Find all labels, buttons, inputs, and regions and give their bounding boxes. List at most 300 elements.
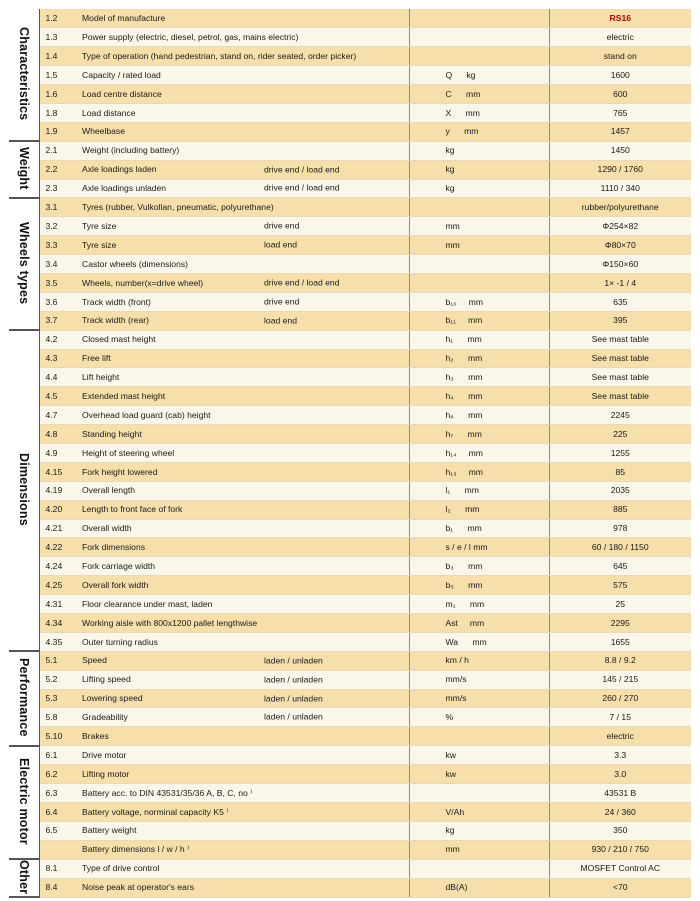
item-description-cell	[79, 802, 409, 821]
item-value: 1457	[549, 122, 691, 141]
spec-row	[9, 85, 691, 104]
item-unit: b₁₀ mm	[409, 292, 549, 311]
item-unit: m₁ mm	[409, 595, 549, 614]
item-description: Lowering speed	[82, 693, 143, 704]
item-description-cell	[79, 821, 409, 840]
item-unit: b₁ mm	[409, 519, 549, 538]
item-value: 1255	[549, 443, 691, 462]
item-description-cell	[79, 406, 409, 425]
item-value: 260 / 270	[549, 689, 691, 708]
item-number: 6.3	[39, 784, 79, 803]
section-label-cell	[9, 141, 39, 198]
spec-row	[9, 425, 691, 444]
item-unit: Wa mm	[409, 632, 549, 651]
item-description: Tyre size	[82, 239, 117, 250]
item-number: 4.3	[39, 349, 79, 368]
item-description-cell	[79, 273, 409, 292]
item-unit: h₁ mm	[409, 330, 549, 349]
item-number: 4.20	[39, 500, 79, 519]
item-description: Type of operation (hand pedestrian, stand on, rider seated, order picker)	[82, 50, 357, 61]
item-unit	[409, 273, 549, 292]
item-description: Battery voltage, norminal capacity K5 ⁾	[82, 806, 229, 817]
spec-row	[9, 330, 691, 349]
spec-row	[9, 141, 691, 160]
item-description: Load distance	[82, 107, 136, 118]
item-number: 4.25	[39, 576, 79, 595]
item-description: Tyres (rubber, Vulkollan, pneumatic, polyurethane)	[82, 202, 274, 213]
item-value: 575	[549, 576, 691, 595]
item-description-cell	[79, 519, 409, 538]
section-label: Characteristics	[17, 27, 31, 121]
item-value: Φ254×82	[549, 217, 691, 236]
spec-row	[9, 519, 691, 538]
item-description-cell	[79, 576, 409, 595]
item-description: Extended mast height	[82, 390, 166, 401]
item-value: 635	[549, 292, 691, 311]
item-condition: drive end	[264, 296, 300, 307]
item-description-cell	[79, 103, 409, 122]
item-description: Length to front face of fork	[82, 504, 183, 515]
spec-row	[9, 708, 691, 727]
item-condition: laden / unladen	[264, 712, 323, 723]
item-description: Noise peak at operator's ears	[82, 882, 194, 893]
item-value: 1655	[549, 632, 691, 651]
section-label: Performance	[17, 658, 31, 738]
item-number: 4.24	[39, 557, 79, 576]
spec-row	[9, 387, 691, 406]
item-description-cell	[79, 859, 409, 878]
spec-row	[9, 462, 691, 481]
item-description-cell	[79, 292, 409, 311]
spec-row	[9, 311, 691, 330]
spec-row	[9, 500, 691, 519]
item-number: 1.9	[39, 122, 79, 141]
item-description: Overhead load guard (cab) height	[82, 409, 211, 420]
spec-row	[9, 557, 691, 576]
item-number: 4.35	[39, 632, 79, 651]
item-description-cell	[79, 500, 409, 519]
item-value: 60 / 180 / 1150	[549, 538, 691, 557]
item-value: See mast table	[549, 349, 691, 368]
item-description-cell	[79, 47, 409, 66]
item-description: Type of drive control	[82, 863, 160, 874]
item-description-cell	[79, 443, 409, 462]
specification-table	[9, 9, 691, 898]
item-description-cell	[79, 651, 409, 670]
spec-row	[9, 406, 691, 425]
item-description: Lifting speed	[82, 674, 131, 685]
section-label: Wheels types	[17, 222, 31, 305]
item-unit: %	[409, 708, 549, 727]
item-unit: kw	[409, 765, 549, 784]
item-description: Fork height lowered	[82, 466, 158, 477]
item-description-cell	[79, 330, 409, 349]
item-unit: V/Ah	[409, 802, 549, 821]
spec-row	[9, 765, 691, 784]
item-unit: kg	[409, 160, 549, 179]
spec-row	[9, 746, 691, 765]
spec-row	[9, 292, 691, 311]
item-number: 5.2	[39, 670, 79, 689]
item-unit: kg	[409, 141, 549, 160]
spec-row	[9, 236, 691, 255]
spec-row	[9, 859, 691, 878]
item-unit: C mm	[409, 85, 549, 104]
spec-row	[9, 670, 691, 689]
item-description-cell	[79, 462, 409, 481]
spec-row	[9, 198, 691, 217]
item-value: electric	[549, 28, 691, 47]
item-unit: l₂ mm	[409, 500, 549, 519]
item-value: 645	[549, 557, 691, 576]
item-number: 4.7	[39, 406, 79, 425]
item-number: 5.3	[39, 689, 79, 708]
spec-row	[9, 821, 691, 840]
section-label: Electric motor	[17, 758, 31, 846]
item-unit	[409, 47, 549, 66]
item-value: RS16	[549, 9, 691, 28]
item-unit: dB(A)	[409, 878, 549, 897]
section-label-cell	[9, 746, 39, 859]
spec-row	[9, 576, 691, 595]
spec-row	[9, 481, 691, 500]
spec-row	[9, 47, 691, 66]
item-unit: b₁₁ mm	[409, 311, 549, 330]
item-description-cell	[79, 595, 409, 614]
item-condition: drive end / load end	[264, 183, 340, 194]
item-unit	[409, 9, 549, 28]
section-label: Dimensions	[17, 453, 31, 527]
item-unit: mm	[409, 236, 549, 255]
item-value: 765	[549, 103, 691, 122]
item-unit	[409, 727, 549, 746]
item-description-cell	[79, 179, 409, 198]
item-description-cell	[79, 198, 409, 217]
item-description: Model of manufacture	[82, 12, 166, 23]
item-description: Track width (front)	[82, 296, 151, 307]
item-number: 1.6	[39, 85, 79, 104]
section-label-cell	[9, 651, 39, 745]
section-label: Weight	[17, 147, 31, 191]
item-value: See mast table	[549, 330, 691, 349]
item-unit: kw	[409, 746, 549, 765]
item-value: Φ150×60	[549, 255, 691, 274]
item-description: Overall width	[82, 523, 132, 534]
item-number: 6.4	[39, 802, 79, 821]
spec-row	[9, 632, 691, 651]
item-number: 3.1	[39, 198, 79, 217]
item-number: 4.5	[39, 387, 79, 406]
item-number: 2.3	[39, 179, 79, 198]
item-description: Axle loadings unladen	[82, 183, 167, 194]
item-number: 1.5	[39, 66, 79, 85]
item-description-cell	[79, 670, 409, 689]
item-description: Lift height	[82, 372, 120, 383]
item-description: Fork carriage width	[82, 560, 156, 571]
item-description-cell	[79, 878, 409, 897]
spec-row	[9, 443, 691, 462]
section-label: Other	[17, 860, 31, 895]
item-number: 4.34	[39, 614, 79, 633]
item-value: MOSFET Control AC	[549, 859, 691, 878]
item-unit: mm/s	[409, 689, 549, 708]
item-description-cell	[79, 160, 409, 179]
spec-row	[9, 66, 691, 85]
item-description-cell	[79, 311, 409, 330]
spec-row	[9, 179, 691, 198]
item-description: Floor clearance under mast, laden	[82, 598, 213, 609]
item-unit: y mm	[409, 122, 549, 141]
item-description-cell	[79, 425, 409, 444]
spec-row	[9, 28, 691, 47]
item-number: 5.8	[39, 708, 79, 727]
item-condition: load end	[264, 315, 297, 326]
item-number: 4.22	[39, 538, 79, 557]
item-description: Battery dimensions l / w / h ⁾	[82, 844, 190, 855]
item-condition: drive end	[264, 220, 300, 231]
item-number: 4.15	[39, 462, 79, 481]
item-unit: h₁₃ mm	[409, 462, 549, 481]
spec-row	[9, 689, 691, 708]
section-label-cell	[9, 198, 39, 330]
spec-row	[9, 255, 691, 274]
spec-row	[9, 840, 691, 859]
item-value: 1290 / 1760	[549, 160, 691, 179]
item-value: See mast table	[549, 368, 691, 387]
item-unit	[409, 198, 549, 217]
item-description-cell	[79, 122, 409, 141]
item-description-cell	[79, 349, 409, 368]
spec-row	[9, 878, 691, 897]
item-number: 4.4	[39, 368, 79, 387]
item-number	[39, 840, 79, 859]
item-unit: h₇ mm	[409, 425, 549, 444]
spec-row	[9, 727, 691, 746]
item-description-cell	[79, 632, 409, 651]
item-description: Track width (rear)	[82, 315, 150, 326]
item-value: 1450	[549, 141, 691, 160]
item-value: 2295	[549, 614, 691, 633]
item-value: 600	[549, 85, 691, 104]
item-value: 7 / 15	[549, 708, 691, 727]
item-description-cell	[79, 255, 409, 274]
item-condition: drive end / load end	[264, 277, 340, 288]
spec-row	[9, 122, 691, 141]
item-unit: h₁₄ mm	[409, 443, 549, 462]
item-number: 3.3	[39, 236, 79, 255]
item-description: Overall fork width	[82, 579, 149, 590]
item-description: Weight (including battery)	[82, 145, 180, 156]
item-number: 5.1	[39, 651, 79, 670]
item-number: 4.31	[39, 595, 79, 614]
item-number: 3.4	[39, 255, 79, 274]
item-unit: l₁ mm	[409, 481, 549, 500]
item-number: 8.4	[39, 878, 79, 897]
item-value: 43531 B	[549, 784, 691, 803]
item-description: Axle loadings laden	[82, 164, 157, 175]
item-number: 1.4	[39, 47, 79, 66]
item-value: 978	[549, 519, 691, 538]
item-unit	[409, 28, 549, 47]
item-description: Fork dimensions	[82, 542, 146, 553]
item-unit: s / e / l mm	[409, 538, 549, 557]
spec-row	[9, 349, 691, 368]
item-number: 1.3	[39, 28, 79, 47]
spec-row	[9, 651, 691, 670]
item-description-cell	[79, 784, 409, 803]
item-unit: kg	[409, 179, 549, 198]
spec-row	[9, 217, 691, 236]
item-description: Tyre size	[82, 220, 117, 231]
item-value: 2245	[549, 406, 691, 425]
item-description: Power supply (electric, diesel, petrol, gas, mains electric)	[82, 32, 299, 43]
item-description: Capacity / rated load	[82, 69, 161, 80]
item-description-cell	[79, 66, 409, 85]
item-value: 350	[549, 821, 691, 840]
item-description-cell	[79, 689, 409, 708]
item-unit: h₄ mm	[409, 387, 549, 406]
item-value: 225	[549, 425, 691, 444]
spec-row	[9, 784, 691, 803]
item-description-cell	[79, 746, 409, 765]
item-description: Closed mast height	[82, 334, 156, 345]
item-value: 25	[549, 595, 691, 614]
item-value: 2035	[549, 481, 691, 500]
section-label-cell	[9, 859, 39, 897]
item-description-cell	[79, 481, 409, 500]
item-value: Φ80×70	[549, 236, 691, 255]
item-number: 6.1	[39, 746, 79, 765]
item-value: 395	[549, 311, 691, 330]
item-unit: h₂ mm	[409, 349, 549, 368]
item-description-cell	[79, 765, 409, 784]
item-value: 1× -1 / 4	[549, 273, 691, 292]
item-value: 8.8 / 9.2	[549, 651, 691, 670]
item-value: 85	[549, 462, 691, 481]
item-description-cell	[79, 387, 409, 406]
spec-row	[9, 368, 691, 387]
item-value: rubber/polyurethane	[549, 198, 691, 217]
item-description-cell	[79, 538, 409, 557]
item-condition: load end	[264, 239, 297, 250]
item-unit: h₆ mm	[409, 406, 549, 425]
item-number: 3.5	[39, 273, 79, 292]
item-unit: b₅ mm	[409, 576, 549, 595]
item-number: 4.8	[39, 425, 79, 444]
item-value: 145 / 215	[549, 670, 691, 689]
item-number: 3.7	[39, 311, 79, 330]
spec-row	[9, 160, 691, 179]
item-value: 3.3	[549, 746, 691, 765]
item-description: Castor wheels (dimensions)	[82, 258, 189, 269]
item-description: Lifting motor	[82, 768, 130, 779]
item-description-cell	[79, 85, 409, 104]
item-condition: laden / unladen	[264, 693, 323, 704]
item-number: 4.9	[39, 443, 79, 462]
item-description-cell	[79, 368, 409, 387]
item-description-cell	[79, 557, 409, 576]
item-description: Wheels, number(x=drive wheel)	[82, 277, 204, 288]
section-label-cell	[9, 330, 39, 651]
item-condition: laden / unladen	[264, 674, 323, 685]
item-description: Battery weight	[82, 825, 137, 836]
spec-row	[9, 595, 691, 614]
item-description: Load centre distance	[82, 88, 162, 99]
item-condition: drive end / load end	[264, 164, 340, 175]
item-number: 4.19	[39, 481, 79, 500]
item-number: 3.2	[39, 217, 79, 236]
item-number: 1.2	[39, 9, 79, 28]
item-description-cell	[79, 708, 409, 727]
item-unit: X mm	[409, 103, 549, 122]
item-description-cell	[79, 28, 409, 47]
item-description-cell	[79, 141, 409, 160]
item-description: Free lift	[82, 353, 111, 364]
item-description: Battery acc. to DIN 43531/35/36 A, B, C, no ⁾	[82, 787, 253, 798]
item-value: stand on	[549, 47, 691, 66]
item-description-cell	[79, 727, 409, 746]
item-value: 24 / 360	[549, 802, 691, 821]
spec-row	[9, 802, 691, 821]
item-value: 930 / 210 / 750	[549, 840, 691, 859]
item-unit: mm	[409, 217, 549, 236]
item-description-cell	[79, 9, 409, 28]
item-number: 2.2	[39, 160, 79, 179]
item-unit: Ast mm	[409, 614, 549, 633]
item-unit	[409, 255, 549, 274]
item-value: electric	[549, 727, 691, 746]
item-unit: kg	[409, 821, 549, 840]
item-value: See mast table	[549, 387, 691, 406]
spec-row	[9, 614, 691, 633]
item-description: Brakes	[82, 730, 109, 741]
item-number: 4.2	[39, 330, 79, 349]
item-value: <70	[549, 878, 691, 897]
item-description-cell	[79, 614, 409, 633]
item-number: 1.8	[39, 103, 79, 122]
item-number: 6.5	[39, 821, 79, 840]
item-description-cell	[79, 236, 409, 255]
item-unit	[409, 859, 549, 878]
item-unit	[409, 784, 549, 803]
item-unit: mm	[409, 840, 549, 859]
item-description: Working aisle with 800x1200 pallet lengthwise	[82, 617, 258, 628]
item-description: Drive motor	[82, 749, 127, 760]
spec-row	[9, 538, 691, 557]
spec-row	[9, 273, 691, 292]
item-value: 885	[549, 500, 691, 519]
spec-row	[9, 103, 691, 122]
item-number: 3.6	[39, 292, 79, 311]
item-description-cell	[79, 840, 409, 859]
item-value: 3.0	[549, 765, 691, 784]
item-description: Standing height	[82, 428, 142, 439]
item-description: Wheelbase	[82, 126, 125, 137]
item-description: Outer turning radius	[82, 636, 158, 647]
spec-row	[9, 9, 691, 28]
item-condition: laden / unladen	[264, 655, 323, 666]
item-unit: h₃ mm	[409, 368, 549, 387]
item-number: 8.1	[39, 859, 79, 878]
item-value: 1600	[549, 66, 691, 85]
item-value: 1110 / 340	[549, 179, 691, 198]
item-number: 4.21	[39, 519, 79, 538]
item-description: Gradeability	[82, 712, 128, 723]
section-label-cell	[9, 9, 39, 141]
item-unit: mm/s	[409, 670, 549, 689]
item-unit: Q kg	[409, 66, 549, 85]
item-description-cell	[79, 217, 409, 236]
